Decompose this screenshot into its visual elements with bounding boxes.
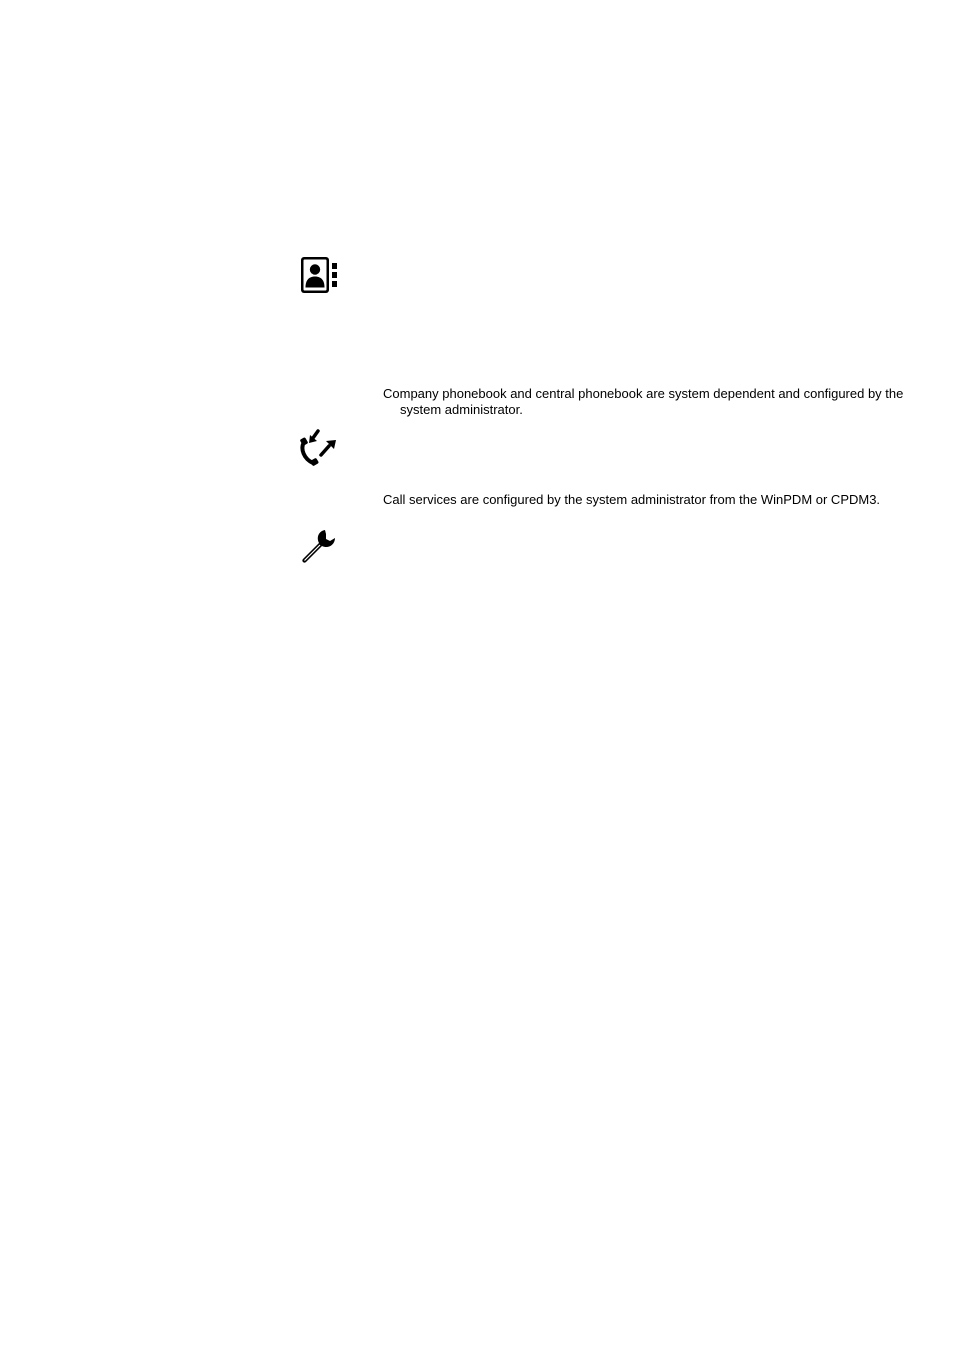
phonebook-note: Company phonebook and central phonebook are system dependent and configured by the system administrator. xyxy=(383,386,904,417)
wrench-icon xyxy=(299,526,339,566)
call-services-icon xyxy=(299,427,339,467)
call-services-note: Call services are configured by the system administrator from the WinPDM or CPDM3. xyxy=(383,492,881,507)
contacts-book-icon xyxy=(299,255,339,295)
